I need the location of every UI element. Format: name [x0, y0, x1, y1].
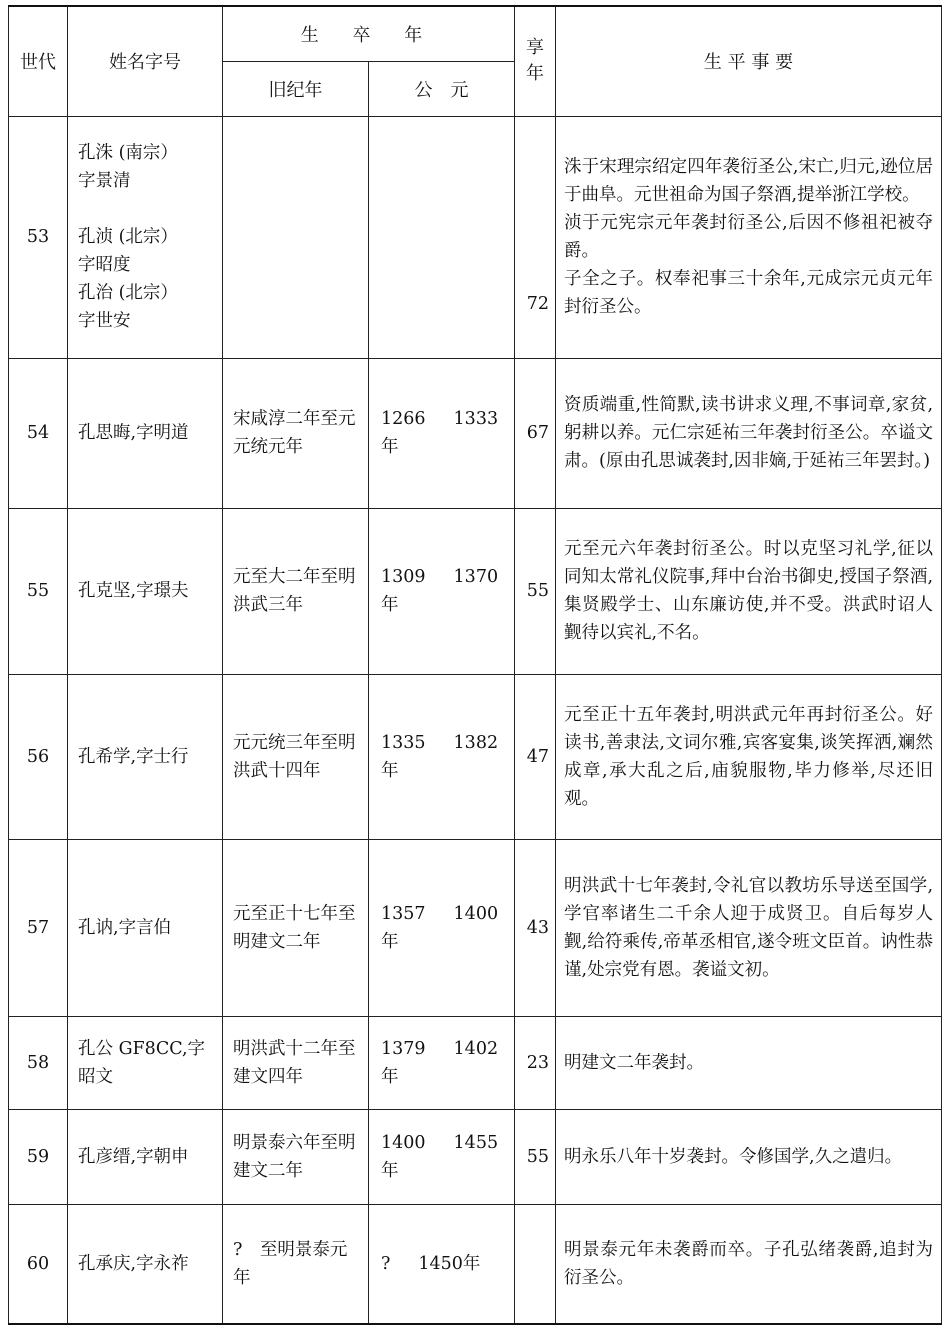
- ad-cell: [369, 674, 515, 839]
- header-life: 生 平 事 要: [556, 6, 942, 116]
- ad-suffix: 年: [381, 437, 399, 457]
- life-cell: [556, 116, 942, 358]
- life-line: 子全之子。权奉祀事三十余年,元成宗元贞元年封衍圣公。: [564, 269, 934, 317]
- header-age-top: 享: [526, 37, 545, 59]
- age-cell: [515, 1204, 556, 1324]
- name-cell: 孔彦缙,字朝申: [68, 1109, 223, 1204]
- ad-end: 1382: [453, 732, 499, 753]
- life-line: 浈于元宪宗元年袭封衍圣公,后因不修祖祀被夺爵。: [564, 213, 934, 261]
- ad-cell: [369, 358, 515, 508]
- life-cell: 明景泰元年未袭爵而卒。子孔弘绪袭爵,追封为衍圣公。: [556, 1204, 942, 1324]
- ad-start: 1266: [381, 409, 426, 429]
- age-cell: 55: [515, 1109, 556, 1204]
- name-line: 孔浈 (北宗）: [78, 227, 178, 247]
- ad-cell: [369, 508, 515, 674]
- ad-start: 1379: [381, 1038, 426, 1059]
- generation-cell: 56: [9, 674, 68, 839]
- ad-end: 1450年: [418, 1253, 481, 1274]
- life-line: 洙于宋理宗绍定四年袭衍圣公,宋亡,归元,逊位居于曲阜。元世祖命为国子祭酒,提举浙江学校。: [564, 157, 934, 205]
- generation-cell: 53: [9, 116, 68, 358]
- age-cell: 67: [515, 358, 556, 508]
- old-era-cell: 元元统三年至明洪武十四年: [223, 674, 369, 839]
- header-generation: 世代: [9, 6, 68, 116]
- old-era-cell: 明洪武十二年至建文四年: [223, 1016, 369, 1109]
- old-era-cell: 元至大二年至明洪武三年: [223, 508, 369, 674]
- ad-end: 1400: [453, 903, 499, 924]
- name-cell: 孔克坚,字璟夫: [68, 508, 223, 674]
- life-cell: 元至元六年袭封衍圣公。时以克坚习礼学,征以同知太常礼仪院事,拜中台治书御史,授国子祭酒,集贤殿学士、山东廉访使,并不受。洪武时诏人觐待以宾礼,不名。: [556, 508, 942, 674]
- name-cell: [68, 116, 223, 358]
- header-age: [515, 6, 556, 116]
- genealogy-table: [8, 5, 942, 1325]
- header-ad: 公 元: [369, 61, 515, 116]
- ad-cell: [369, 839, 515, 1016]
- ad-suffix: 年: [381, 760, 399, 781]
- name-line: 孔治 (北宗）: [78, 283, 178, 303]
- name-line: 字世安: [78, 311, 131, 331]
- ad-cell: [369, 1204, 515, 1324]
- table-row: [9, 839, 942, 1016]
- generation-cell: 58: [9, 1016, 68, 1109]
- generation-cell: 54: [9, 358, 68, 508]
- life-cell: 元至正十五年袭封,明洪武元年再封衍圣公。好读书,善隶法,文词尔雅,宾客宴集,谈笑挥洒,斓然成章,承大乱之后,庙貌服物,毕力修举,尽还旧观。: [556, 674, 942, 839]
- age-cell: 55: [515, 508, 556, 674]
- generation-cell: 55: [9, 508, 68, 674]
- ad-start: 1309: [381, 567, 426, 587]
- name-line: 字景清: [78, 171, 131, 191]
- age-cell: 43: [515, 839, 556, 1016]
- name-cell: 孔希学,字士行: [68, 674, 223, 839]
- name-line-spacer: [78, 195, 218, 223]
- name-cell: 孔思晦,字明道: [68, 358, 223, 508]
- ad-suffix: 年: [381, 931, 399, 952]
- name-line: 孔洙 (南宗）: [78, 143, 178, 163]
- ad-end: 1370: [453, 567, 499, 587]
- table-row: [9, 1204, 942, 1324]
- name-cell: 孔承庆,字永祚: [68, 1204, 223, 1324]
- old-era-cell: 宋咸淳二年至元元统元年: [223, 358, 369, 508]
- table-row: [9, 358, 942, 508]
- ad-start: 1400: [381, 1132, 426, 1153]
- header-name: 姓名字号: [68, 6, 223, 116]
- generation-cell: 57: [9, 839, 68, 1016]
- ad-end: 1333: [453, 409, 499, 429]
- age-cell: 72: [515, 116, 556, 358]
- ad-start: ?: [381, 1253, 391, 1274]
- table-row: [9, 1016, 942, 1109]
- table-row: [9, 1109, 942, 1204]
- header-age-bottom: 年: [526, 63, 545, 85]
- old-era-cell: [223, 116, 369, 358]
- ad-end: 1402: [453, 1038, 499, 1059]
- age-cell: 23: [515, 1016, 556, 1109]
- life-cell: 资质端重,性简默,读书讲求义理,不事词章,家贫,躬耕以养。元仁宗延祐三年袭封衍圣公。卒谥文肃。(原由孔思诚袭封,因非嫡,于延祐三年罢封。): [556, 358, 942, 508]
- life-cell: 明建文二年袭封。: [556, 1016, 942, 1109]
- old-era-cell: 元至正十七年至明建文二年: [223, 839, 369, 1016]
- name-cell: 孔讷,字言伯: [68, 839, 223, 1016]
- name-cell: 孔公 GF8CC,字昭文: [68, 1016, 223, 1109]
- life-cell: 明洪武十七年袭封,令礼官以教坊乐导送至国学,学官率诸生二千余人迎于成贤卫。自后每岁人觐,给符乘传,帝革丞相官,遂令班文臣首。讷性恭谨,处宗党有恩。袭谥文初。: [556, 839, 942, 1016]
- name-line: 字昭度: [78, 255, 131, 275]
- ad-suffix: 年: [381, 1066, 399, 1087]
- generation-cell: 59: [9, 1109, 68, 1204]
- ad-suffix: 年: [381, 595, 399, 615]
- ad-cell: [369, 1016, 515, 1109]
- ad-suffix: 年: [381, 1160, 399, 1181]
- age-cell: 47: [515, 674, 556, 839]
- table-row: [9, 674, 942, 839]
- ad-start: 1357: [381, 903, 426, 924]
- table-row: [9, 116, 942, 358]
- old-era-cell: ? 至明景泰元年: [223, 1204, 369, 1324]
- ad-cell: [369, 1109, 515, 1204]
- generation-cell: 60: [9, 1204, 68, 1324]
- ad-cell: [369, 116, 515, 358]
- ad-start: 1335: [381, 732, 426, 753]
- header-dates: 生 卒 年: [223, 6, 515, 61]
- life-cell: 明永乐八年十岁袭封。令修国学,久之遣归。: [556, 1109, 942, 1204]
- table-row: [9, 508, 942, 674]
- header-old-era: 旧纪年: [223, 61, 369, 116]
- old-era-cell: 明景泰六年至明建文二年: [223, 1109, 369, 1204]
- ad-end: 1455: [453, 1132, 499, 1153]
